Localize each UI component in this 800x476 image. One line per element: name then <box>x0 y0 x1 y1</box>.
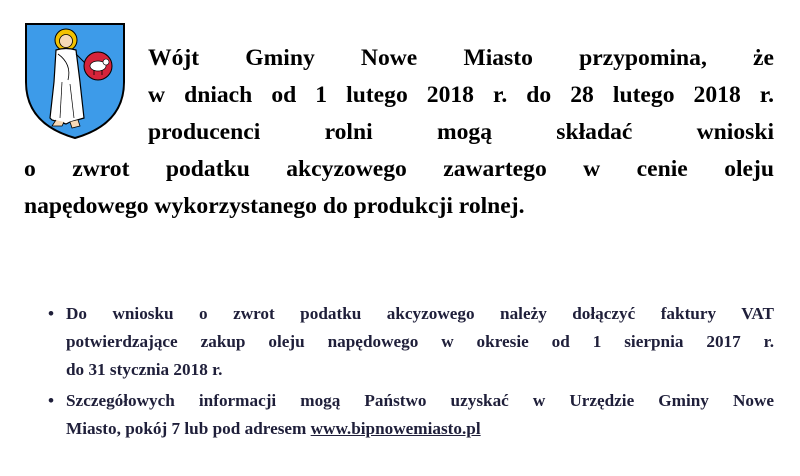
list-item-line-with-link <box>66 415 774 443</box>
notice-line: w dniach od 1 lutego 2018 r. do 28 lutego 2018 r. <box>148 82 774 108</box>
list-item-line: Do wniosku o zwrot podatku akcyzowego należy dołączyć faktury VAT <box>66 304 774 323</box>
notice-line: o zwrot podatku akcyzowego zawartego w cenie oleju <box>24 156 774 182</box>
notice-line: producenci rolni mogą składać wnioski <box>148 119 774 145</box>
list-item <box>44 300 774 384</box>
list-item-line: Szczegółowych informacji mogą Państwo uzyskać w Urzędzie Gminy Nowe <box>66 391 774 410</box>
website-link[interactable]: www.bipnowemiasto.pl <box>310 419 481 438</box>
list-item-line: do 31 stycznia 2018 r. <box>66 360 223 379</box>
notice-text <box>24 40 774 225</box>
bullet-icon: • <box>48 391 55 410</box>
notice-line: napędowego wykorzystanego do produkcji rolnej. <box>24 193 525 219</box>
list-item-line: Miasto, pokój 7 lub pod adresem <box>66 419 307 438</box>
list-item <box>44 387 774 443</box>
info-list <box>44 300 774 446</box>
bullet-icon: • <box>48 304 55 323</box>
list-item-line: potwierdzające zakup oleju napędowego w okresie od 1 sierpnia 2017 r. <box>66 332 774 351</box>
notice-line: Wójt Gminy Nowe Miasto przypomina, że <box>148 45 774 71</box>
